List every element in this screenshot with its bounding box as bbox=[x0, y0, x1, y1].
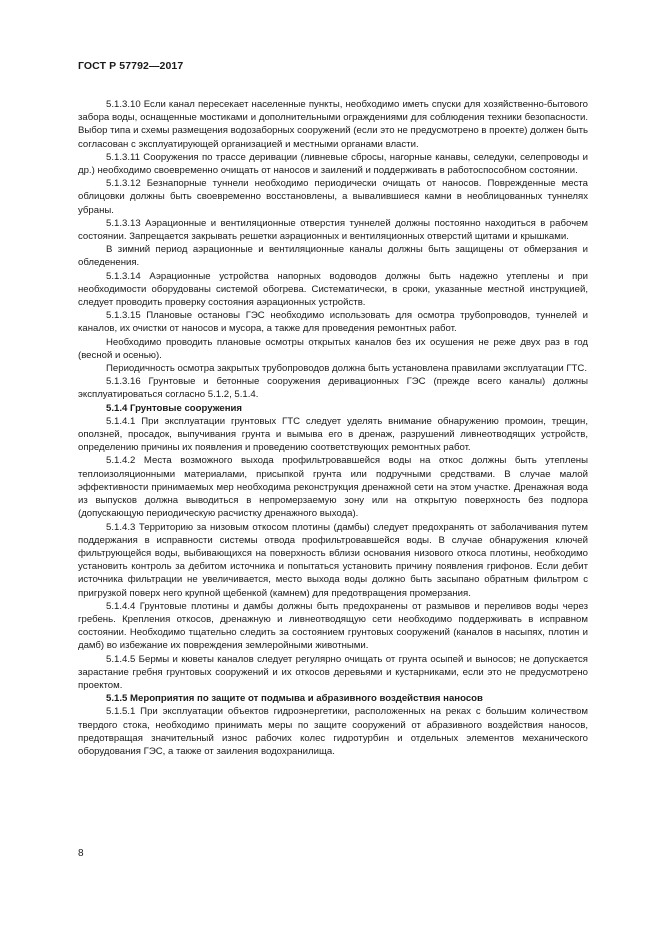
paragraph-5-1-3-11: 5.1.3.11 Сооружения по трассе деривации (ливневые сбросы, нагорные канавы, селедуки, селепроводы и др.) необходимо своевременно очищать от наносов и заилений и поддерживать в работоспособном состоянии. bbox=[78, 151, 588, 177]
document-header: ГОСТ Р 57792—2017 bbox=[78, 60, 184, 72]
paragraph-5-1-4-2: 5.1.4.2 Места возможного выхода профильтровавшейся воды на откос должны быть утеплены теплоизоляционными материалами, присыпкой грунта или подручными средствами. В случае малой эффективности принимаемых мер необходима реконструкция дренажной сети на этом участке. Дренажная вода из выпусков должна выводиться в непромерзаемую зону или на открытую поверхность без подпора (допускающую периодическую расчистку дренажного выхода). bbox=[78, 455, 588, 520]
paragraph-5-1-3-14: 5.1.3.14 Аэрационные устройства напорных водоводов должны быть надежно утеплены и при необходимости оборудованы системой обогрева. Систематически, в сроки, указанные местной инструкцией, следует проводить проверку состояния аэрационных устройств. bbox=[78, 270, 588, 309]
paragraph-5-1-3-13: 5.1.3.13 Аэрационные и вентиляционные отверстия туннелей должны постоянно находиться в рабочем состоянии. Запрещается закрывать решетки аэрационных и вентиляционных отверстий щитами и крышками. bbox=[78, 217, 588, 243]
paragraph-5-1-4-3: 5.1.4.3 Территорию за низовым откосом плотины (дамбы) следует предохранять от заболачивания путем поддержания в исправности системы отвода профильтровавшейся воды. В случае обнаружения ключей фильтрующейся воды, выбивающихся на поверхность вблизи основания низового откоса плотины, необходимо установить контроль за дебитом источника и попытаться установить причину появления грифонов. Если дебит источника фильтрации не увеличивается, место выхода воды должно быть засыпано обратным фильтром с пригрузкой поверх него крупной щебенкой (камнем) для предотвращения промерзания. bbox=[78, 521, 588, 599]
document-body bbox=[78, 98, 588, 758]
paragraph-5-1-5-1: 5.1.5.1 При эксплуатации объектов гидроэнергетики, расположенных на реках с большим количеством твердого стока, необходимо принимать меры по защите сооружений от абразивного воздействия наносов, предотвращая значительный износ рабочих колес гидротурбин и отдельных элементов механического оборудования ГЭС, а также от заиления водохранилища. bbox=[78, 706, 588, 757]
paragraph-inspections: Необходимо проводить плановые осмотры открытых каналов без их осушения не реже двух раз в год (весной и осенью). bbox=[78, 336, 588, 361]
paragraph-5-1-3-12: 5.1.3.12 Безнапорные туннели необходимо периодически очищать от наносов. Поврежденные места облицовки должны быть своевременно восстановлены, а вывалившиеся камни в необлицованных туннелях убраны. bbox=[78, 178, 588, 216]
paragraph-5-1-4-4: 5.1.4.4 Грунтовые плотины и дамбы должны быть предохранены от размывов и переливов воды через гребень. Крепления откосов, дренажную и ливнеотводящую сети необходимо поддерживать в исправном состоянии. Необходимо тщательно следить за состоянием грунтовых сооружений (каналов в насыпях, плотин и дамб) во избежание их повреждения землеройными животными. bbox=[78, 600, 588, 652]
section-heading-5-1-5: 5.1.5 Мероприятия по защите от подмыва и абразивного воздействия наносов bbox=[106, 693, 483, 705]
section-heading-5-1-4: 5.1.4 Грунтовые сооружения bbox=[106, 402, 243, 414]
paragraph-periodicity: Периодичность осмотра закрытых трубопроводов должна быть установлена правилами эксплуатации ГТС. bbox=[106, 363, 587, 375]
paragraph-5-1-4-1: 5.1.4.1 При эксплуатации грунтовых ГТС следует уделять внимание обнаружению промоин, трещин, оползней, просадок, выпучивания грунта и вымыва его в дренаж, разрушений ливнеотводящих устройств, определению причины их появления и проведению соответствующих ремонтных работ. bbox=[78, 415, 588, 454]
page-number: 8 bbox=[78, 848, 84, 859]
paragraph-5-1-4-5: 5.1.4.5 Бермы и кюветы каналов следует регулярно очищать от грунта осыпей и выносов; не допускается зарастание гребня грунтовых сооружений и их откосов деревьями и кустарниками, если это не предусмотрено проектом. bbox=[78, 653, 588, 691]
paragraph-winter: В зимний период аэрационные и вентиляционные каналы должны быть защищены от обмерзания и обледенения. bbox=[78, 244, 588, 269]
paragraph-5-1-3-15: 5.1.3.15 Плановые остановы ГЭС необходимо использовать для осмотра трубопроводов, туннелей и каналов, их очистки от наносов и мусора, а также для проведения ремонтных работ. bbox=[78, 310, 588, 335]
paragraph-5-1-3-10: 5.1.3.10 Если канал пересекает населенные пункты, необходимо иметь спуски для хозяйственно-бытового забора воды, оснащенные мостиками и дополнительными ограждениями для соблюдения техники безопасности. Выбор типа и схемы размещения водозаборных сооружений (если это не предусмотрено в проекте) должен быть согласован с эксплуатирующей организацией и местными органами власти. bbox=[78, 99, 588, 150]
paragraph-5-1-3-16: 5.1.3.16 Грунтовые и бетонные сооружения деривационных ГЭС (прежде всего каналы) должны эксплуатироваться согласно 5.1.2, 5.1.4. bbox=[78, 376, 588, 401]
